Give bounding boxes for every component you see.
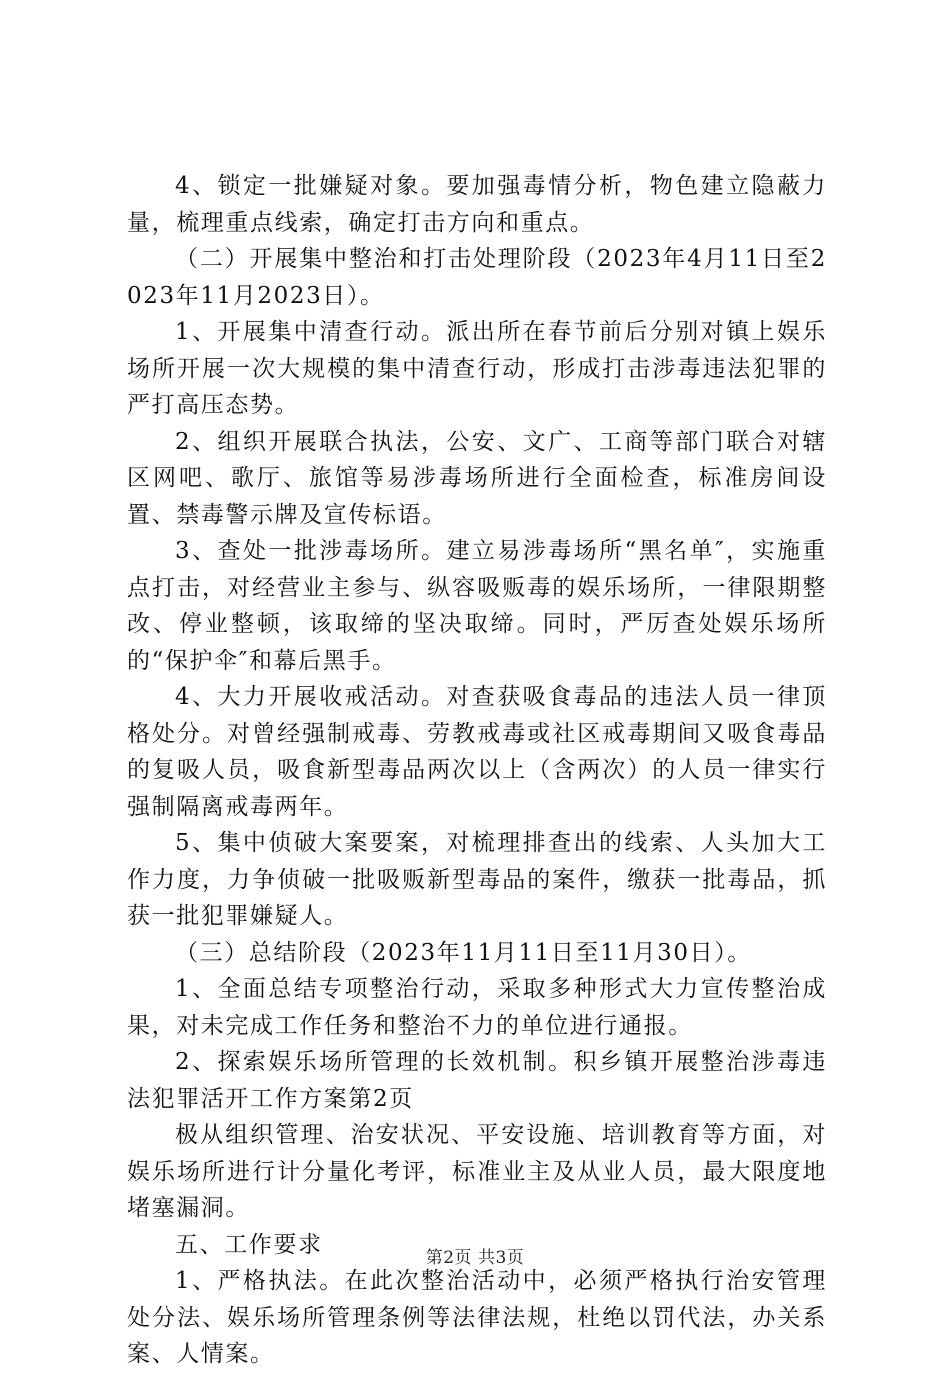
section-heading: （二）开展集中整治和打击处理阶段（2023年4月11日至2023年11月2023日）。: [127, 246, 827, 309]
paragraph: 2、组织开展联合执法，公安、文广、工商等部门联合对辖区网吧、歌厅、旅馆等易涉毒场所进行全面检查，标准房间设置、禁毒警示牌及宣传标语。: [127, 428, 827, 528]
document-body: [127, 168, 827, 1373]
paragraph: 1、全面总结专项整治行动，采取多种形式大力宣传整治成果，对未完成工作任务和整治不力的单位进行通报。: [127, 976, 827, 1039]
paragraph: 5、集中侦破大案要案，对梳理排查出的线索、人头加大工作力度，力争侦破一批吸贩新型毒品的案件，缴获一批毒品，抓获一批犯罪嫌疑人。: [127, 830, 827, 929]
paragraph: 极从组织管理、治安状况、平安设施、培训教育等方面，对娱乐场所进行计分量化考评，标准业主及从业人员，最大限度地堵塞漏洞。: [127, 1122, 827, 1221]
paragraph: 1、严格执法。在此次整治活动中，必须严格执行治安管理处分法、娱乐场所管理条例等法律法规，杜绝以罚代法，办关系案、人情案。: [127, 1268, 827, 1367]
paragraph: 1、开展集中清查行动。派出所在春节前后分别对镇上娱乐场所开展一次大规模的集中清查行动，形成打击涉毒违法犯罪的严打高压态势。: [127, 319, 827, 418]
paragraph: 4、锁定一批嫌疑对象。要加强毒情分析，物色建立隐蔽力量，梳理重点线索，确定打击方向和重点。: [127, 173, 827, 236]
section-heading: 五、工作要求: [175, 1231, 323, 1258]
page-number: 第2页 共3页: [425, 1248, 525, 1268]
paragraph: 4、大力开展收戒活动。对查获吸食毒品的违法人员一律顶格处分。对曾经强制戒毒、劳教戒毒或社区戒毒期间又吸食毒品的复吸人员，吸食新型毒品两次以上（含两次）的人员一律实行强制隔离戒毒两年。: [127, 684, 827, 820]
paragraph: 3、查处一批涉毒场所。建立易涉毒场所“黑名单″，实施重点打击，对经营业主参与、纵容吸贩毒的娱乐场所，一律限期整改、停业整顿，该取缔的坚决取缔。同时，严厉查处娱乐场所的“保护伞″和幕后黑手。: [127, 538, 827, 674]
paragraph: 2、探索娱乐场所管理的长效机制。积乡镇开展整治涉毒违法犯罪活开工作方案第2页: [127, 1049, 827, 1112]
section-heading: （三）总结阶段（2023年11月11日至11月30日）。: [175, 939, 752, 966]
